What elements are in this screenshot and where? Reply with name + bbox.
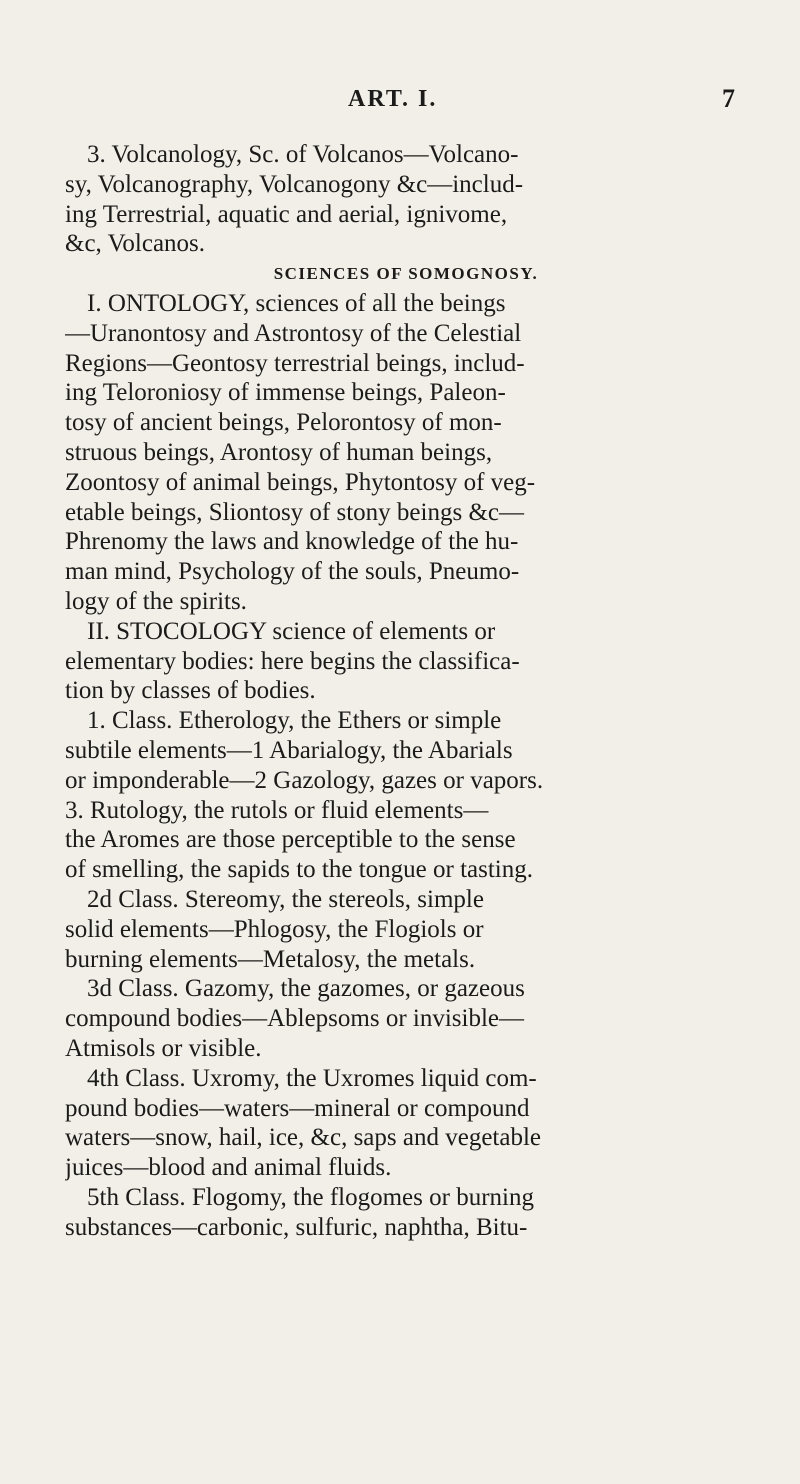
- text-line: —Uranontosy and Astrontosy of the Celestial: [65, 319, 522, 347]
- text-line: waters—snow, hail, ice, &c, saps and vegetable: [65, 1124, 542, 1152]
- text-line: tosy of ancient beings, Pelorontosy of mon-: [65, 409, 502, 437]
- text-line: 4th Class. Uxromy, the Uxromes liquid com-: [87, 1064, 537, 1092]
- text-line: subtile elements—1 Abarialogy, the Abarials: [65, 736, 513, 764]
- text-line: Atmisols or visible.: [65, 1034, 262, 1062]
- text-line: pound bodies—waters—mineral or compound: [65, 1094, 530, 1122]
- page-header: [0, 86, 800, 126]
- text-line: burning elements—Metalosy, the metals.: [65, 945, 476, 973]
- text-line: 2d Class. Stereomy, the stereols, simple: [87, 885, 484, 913]
- text-line: of smelling, the sapids to the tongue or tasting.: [65, 856, 533, 884]
- text-line: 3d Class. Gazomy, the gazomes, or gazeous: [87, 975, 525, 1003]
- running-head: ART. I.: [348, 86, 438, 112]
- text-line: I. ONTOLOGY, sciences of all the beings: [87, 289, 506, 317]
- text-line: elementary bodies: here begins the classifica-: [65, 647, 520, 675]
- text-line: juices—blood and animal fluids.: [65, 1154, 392, 1182]
- text-line: II. STOCOLOGY science of elements or: [87, 617, 496, 645]
- text-line: 3. Rutology, the rutols or fluid elements—: [65, 796, 489, 824]
- text-line: 5th Class. Flogomy, the flogomes or burning: [87, 1183, 534, 1211]
- text-line: sy, Volcanography, Volcanogony &c—includ-: [65, 170, 524, 198]
- body-text: [65, 140, 747, 1242]
- text-line: 3. Volcanology, Sc. of Volcanos—Volcano-: [87, 141, 519, 168]
- text-line: &c, Volcanos.: [65, 230, 206, 258]
- text-line: Phrenomy the laws and knowledge of the hu-: [65, 528, 519, 556]
- text-line: ing Terrestrial, aquatic and aerial, ignivome,: [65, 200, 508, 228]
- section-heading: SCIENCES OF SOMOGNOSY.: [273, 264, 539, 284]
- text-line: struous beings, Arontosy of human beings,: [65, 438, 493, 466]
- text-line: man mind, Psychology of the souls, Pneumo-: [65, 558, 520, 586]
- text-line: solid elements—Phlogosy, the Flogiols or: [65, 915, 484, 943]
- text-line: etable beings, Sliontosy of stony beings &c—: [65, 498, 524, 526]
- text-line: compound bodies—Ablepsoms or invisible—: [65, 1005, 524, 1033]
- text-line: Regions—Geontosy terrestrial beings, includ-: [65, 349, 525, 377]
- text-line: logy of the spirits.: [65, 587, 247, 615]
- page-number: 7: [722, 84, 735, 113]
- text-line: tion by classes of bodies.: [65, 677, 316, 705]
- text-line: Zoontosy of animal beings, Phytontosy of veg-: [65, 468, 536, 496]
- text-line: substances—carbonic, sulfuric, naphtha, Bitu-: [65, 1213, 528, 1241]
- text-line: ing Teloroniosy of immense beings, Paleon-: [65, 379, 506, 407]
- text-line: the Aromes are those perceptible to the sense: [65, 826, 516, 854]
- text-line: or imponderable—2 Gazology, gazes or vapors.: [65, 766, 544, 794]
- text-line: 1. Class. Etherology, the Ethers or simple: [87, 707, 502, 735]
